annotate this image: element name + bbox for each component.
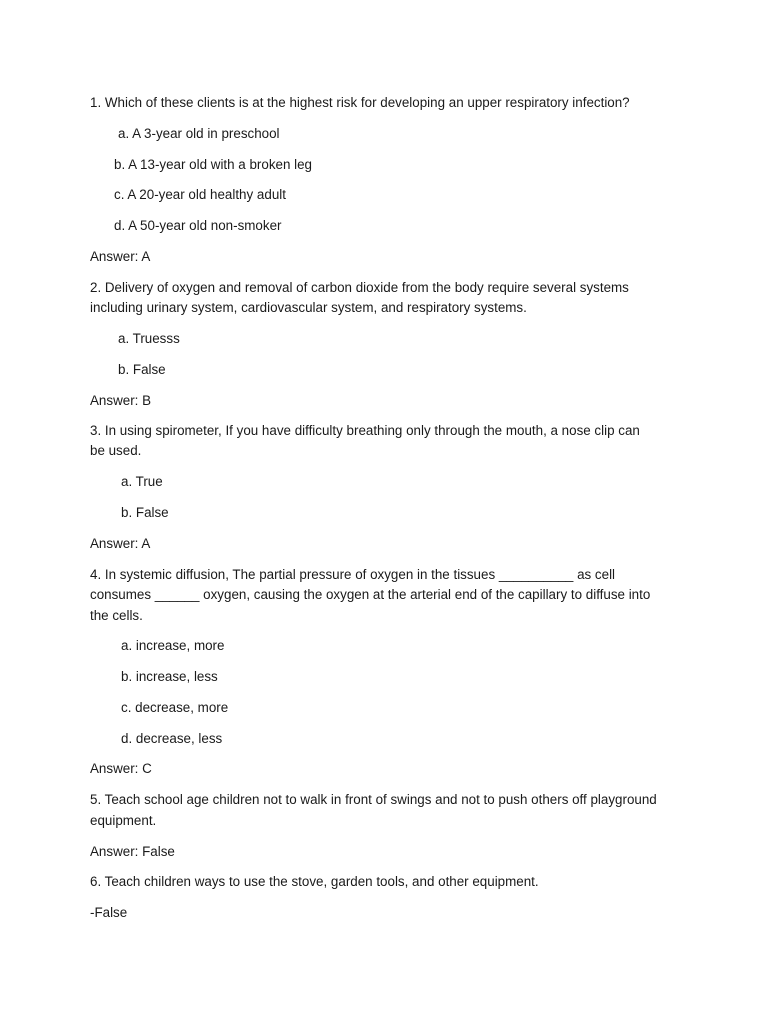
question-6-answer: -False <box>90 905 128 920</box>
question-3-text-line-1: 3. In using spirometer, If you have difficulty breathing only through the mouth, a nose clip can <box>90 423 640 438</box>
question-5-answer: Answer: False <box>90 844 175 859</box>
question-4-text-line-3: the cells. <box>90 608 143 623</box>
question-2-text-line-2: including urinary system, cardiovascular system, and respiratory systems. <box>90 300 527 315</box>
question-6-text: 6. Teach children ways to use the stove, garden tools, and other equipment. <box>90 874 539 889</box>
question-2-text-line-1: 2. Delivery of oxygen and removal of carbon dioxide from the body require several systems <box>90 280 629 295</box>
question-4-option-d: d. decrease, less <box>121 731 223 746</box>
question-1-option-d: d. A 50-year old non-smoker <box>114 218 282 233</box>
question-2-option-b: b. False <box>118 362 166 377</box>
question-4-text-line-2: consumes ______ oxygen, causing the oxygen at the arterial end of the capillary to diffuse into <box>90 587 651 602</box>
question-4-text-line-1: 4. In systemic diffusion, The partial pressure of oxygen in the tissues __________ as cell <box>90 567 616 582</box>
question-3-option-b: b. False <box>121 505 169 520</box>
question-1-text: 1. Which of these clients is at the highest risk for developing an upper respiratory infection? <box>90 95 630 110</box>
question-1-answer: Answer: A <box>90 249 151 264</box>
question-2-option-a: a. Truesss <box>118 331 180 346</box>
question-1-option-a: a. A 3-year old in preschool <box>118 126 280 141</box>
question-1-option-b: b. A 13-year old with a broken leg <box>114 157 313 172</box>
question-3-option-a: a. True <box>121 474 163 489</box>
question-4-option-c: c. decrease, more <box>121 700 229 715</box>
question-5-text-line-2: equipment. <box>90 813 157 828</box>
question-4-option-b: b. increase, less <box>121 669 218 684</box>
question-4-option-a: a. increase, more <box>121 638 225 653</box>
question-3-text-line-2: be used. <box>90 443 142 458</box>
question-1-option-c: c. A 20-year old healthy adult <box>114 187 286 202</box>
question-4-answer: Answer: C <box>90 761 152 776</box>
question-2-answer: Answer: B <box>90 393 152 408</box>
question-3-answer: Answer: A <box>90 536 151 551</box>
question-5-text-line-1: 5. Teach school age children not to walk in front of swings and not to push others off playground <box>90 792 657 807</box>
